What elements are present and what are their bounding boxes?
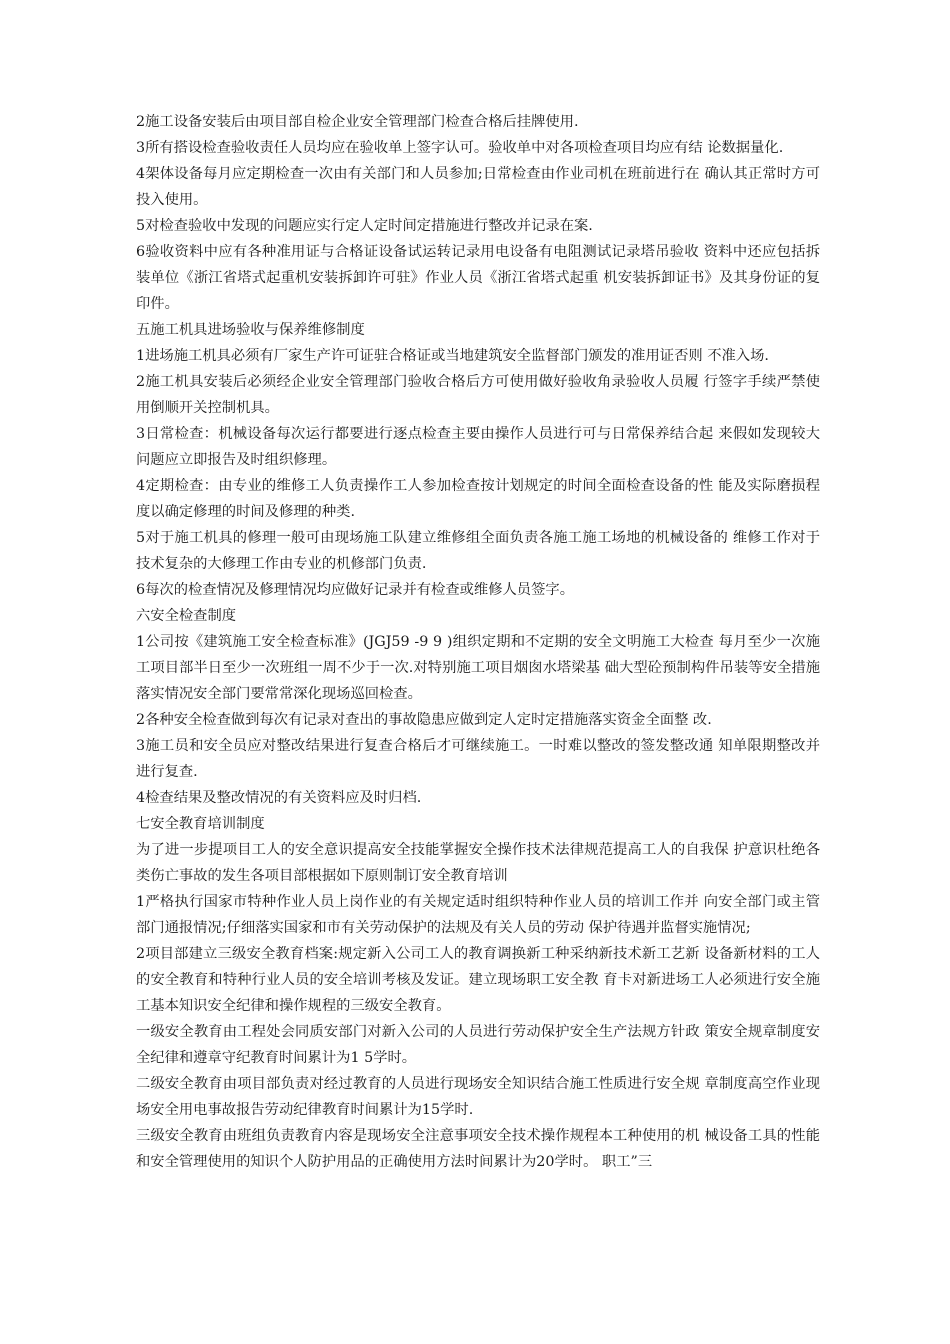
section-heading-7: 七安全教育培训制度 bbox=[136, 816, 265, 832]
paragraph-20: 二级安全教育由项目部负责对经过教育的人员进行现场安全知识结合施工性质进行安全规 章制度高空作业现场安全用电事故报告劳动纪律教育时间累计为15学时. bbox=[136, 1076, 820, 1118]
paragraph-5: 6验收资料中应有各种准用证与合格证设备试运转记录用电设备有电阻测试记录塔吊验收 资料中还应包括拆装单位《浙江省塔式起重机安装拆卸许可驻》作业人员《浙江省塔式起重 机安装拆卸证书》及其身份证的复印件。 bbox=[136, 244, 820, 312]
document-page bbox=[136, 109, 820, 1175]
paragraph-14: 3施工员和安全员应对整改结果进行复查合格后才可继续施工。一时难以整改的签发整改通 知单限期整改并进行复查. bbox=[136, 738, 820, 780]
paragraph-18: 2项目部建立三级安全教育档案:规定新入公司工人的教育调换新工种采纳新技术新工艺新 设备新材料的工人的安全教育和特种行业人员的安全培训考核及发证。建立现场职工安全教 育卡对新进场工人必须进行安全施工基本知识安全纪律和操作规程的三级安全教育。 bbox=[136, 946, 820, 1014]
section-heading-5: 五施工机具进场验收与保养维修制度 bbox=[136, 322, 365, 338]
paragraph-17: 1严格执行国家市特种作业人员上岗作业的有关规定适时组织特种作业人员的培训工作并 向安全部门或主管部门通报情况;仔细落实国家和市有关劳动保护的法规及有关人员的劳动 保护待遇并监督实施情况; bbox=[136, 894, 820, 936]
paragraph-2: 3所有搭设检查验收责任人员均应在验收单上签字认可。验收单中对各项检查项目均应有结 论数据量化. bbox=[136, 140, 784, 156]
paragraph-19: 一级安全教育由工程处会同质安部门对新入公司的人员进行劳动保护安全生产法规方针政 策安全规章制度安全纪律和遵章守纪教育时间累计为1 5学时。 bbox=[136, 1024, 820, 1066]
paragraph-10: 5对于施工机具的修理一般可由现场施工队建立维修组全面负责各施工施工场地的机械设备的 维修工作对于技术复杂的大修理工作由专业的机修部门负责. bbox=[136, 530, 820, 572]
paragraph-9: 4定期检查：由专业的维修工人负责操作工人参加检查按计划规定的时间全面检查设备的性 能及实际磨损程度以确定修理的时间及修理的种类. bbox=[136, 478, 820, 520]
paragraph-8: 3日常检查：机械设备每次运行都要进行逐点检查主要由操作人员进行可与日常保养结合起 来假如发现较大问题应立即报告及时组织修理。 bbox=[136, 426, 820, 468]
paragraph-12: 1公司按《建筑施工安全检查标准》(JGJ59 -9 9 )组织定期和不定期的安全文明施工大检查 每月至少一次施工项目部半日至少一次班组一周不少于一次.对特别施工项目烟囱水塔梁基 础大型砼预制构件吊装等安全措施落实情况安全部门要常常深化现场巡回检查。 bbox=[136, 634, 820, 702]
paragraph-7: 2施工机具安装后必须经企业安全管理部门验收合格后方可使用做好验收角录验收人员履 行签字手续严禁使用倒顺开关控制机具。 bbox=[136, 374, 820, 416]
paragraph-21: 三级安全教育由班组负责教育内容是现场安全注意事项安全技术操作规程本工种使用的机 械设备工具的性能和安全管理使用的知识个人防护用品的正确使用方法时间累计为20学时。 职工”三 bbox=[136, 1128, 820, 1170]
paragraph-15: 4检查结果及整改情况的有关资料应及时归档. bbox=[136, 790, 422, 806]
paragraph-4: 5对检查验收中发现的问题应实行定人定时间定措施进行整改并记录在案. bbox=[136, 218, 593, 234]
paragraph-13: 2各种安全检查做到每次有记录对查出的事故隐患应做到定人定时定措施落实资金全面整 改. bbox=[136, 712, 712, 728]
paragraph-1: 2施工设备安装后由项目部自检企业安全管理部门检查合格后挂牌使用. bbox=[136, 114, 579, 130]
paragraph-3: 4架体设备每月应定期检查一次由有关部门和人员参加;日常检查由作业司机在班前进行在 确认其正常时方可投入使用。 bbox=[136, 166, 820, 208]
section-heading-6: 六安全检查制度 bbox=[136, 608, 237, 624]
paragraph-11: 6每次的检查情况及修理情况均应做好记录并有检查或维修人员签字。 bbox=[136, 582, 574, 598]
paragraph-6: 1进场施工机具必须有厂家生产许可证驻合格证或当地建筑安全监督部门颁发的准用证否则 不准入场. bbox=[136, 348, 769, 364]
paragraph-16: 为了进一步提项目工人的安全意识提高安全技能掌握安全操作技术法律规范提高工人的自我保 护意识杜绝各类伤亡事故的发生各项目部根据如下原则制订安全教育培训 bbox=[136, 842, 820, 884]
